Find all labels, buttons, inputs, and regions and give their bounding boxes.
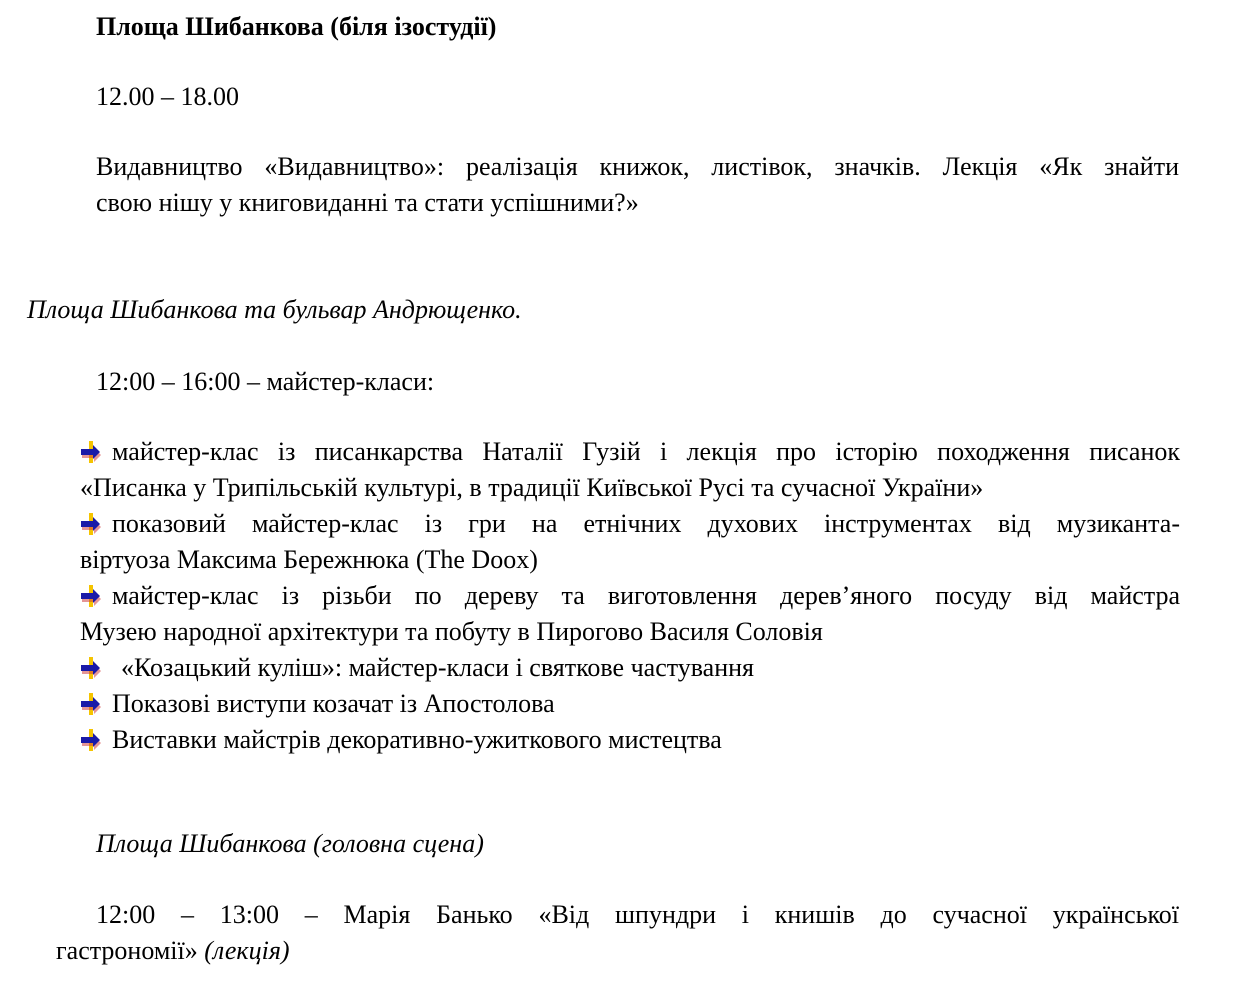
list-item-text: Виставки майстрів декоративно-ужиткового мистецтва bbox=[112, 725, 722, 754]
list-item-text: Показові виступи козачат із Апостолова bbox=[112, 689, 555, 718]
list-item bbox=[80, 506, 1180, 542]
paragraph-line: 12:00 – 13:00 – Марія Банько «Від шпундри і книшів до сучасної української bbox=[96, 900, 1179, 929]
list-item-text: майстер-клас із писанкарства Наталії Гузій і лекція про історію походження писанок bbox=[112, 437, 1180, 466]
section-heading-izostudiia: Площа Шибанкова (біля ізостудії) bbox=[96, 12, 497, 41]
arrow-bullet-icon bbox=[80, 657, 102, 679]
list-item-text: показовий майстер-клас із гри на етнічних духових інструментах від музиканта- bbox=[112, 509, 1180, 538]
arrow-bullet-icon bbox=[80, 585, 102, 607]
list-item bbox=[80, 434, 1180, 470]
list-item-text: майстер-клас із різьби по дереву та виготовлення дерев’яного посуду від майстра bbox=[112, 581, 1180, 610]
section-heading-boulevard: Площа Шибанкова та бульвар Андрющенко. bbox=[27, 295, 522, 324]
list-item-text: «Козацький куліш»: майстер-класи і святкове частування bbox=[121, 653, 755, 682]
list-item bbox=[80, 722, 1180, 758]
arrow-bullet-icon bbox=[80, 441, 102, 463]
section-time: 12.00 – 18.00 bbox=[96, 82, 239, 111]
arrow-bullet-icon bbox=[80, 513, 102, 535]
paragraph-line: Видавництво «Видавництво»: реалізація книжок, листівок, значків. Лекція «Як знайти bbox=[96, 152, 1179, 181]
section-time: 12:00 – 16:00 – майстер-класи: bbox=[96, 367, 435, 396]
lecture-title-end: гастрономії» bbox=[56, 936, 198, 965]
list-item-continuation: «Писанка у Трипільській культурі, в традиції Київської Русі та сучасної України» bbox=[80, 473, 984, 502]
paragraph-line bbox=[56, 933, 290, 969]
arrow-bullet-icon bbox=[80, 693, 102, 715]
list-item-continuation: Музею народної архітектури та побуту в Пирогово Василя Соловія bbox=[80, 617, 823, 646]
list-item bbox=[80, 578, 1180, 614]
list-item bbox=[80, 650, 1180, 686]
arrow-bullet-icon bbox=[80, 729, 102, 751]
section-heading-main-stage: Площа Шибанкова (головна сцена) bbox=[96, 829, 484, 858]
paragraph-line: свою нішу у книговиданні та стати успішними?» bbox=[96, 188, 639, 217]
lecture-note: (лекція) bbox=[204, 936, 290, 965]
list-item-continuation: віртуоза Максима Бережнюка (The Doox) bbox=[80, 545, 538, 574]
list-item bbox=[80, 686, 1180, 722]
